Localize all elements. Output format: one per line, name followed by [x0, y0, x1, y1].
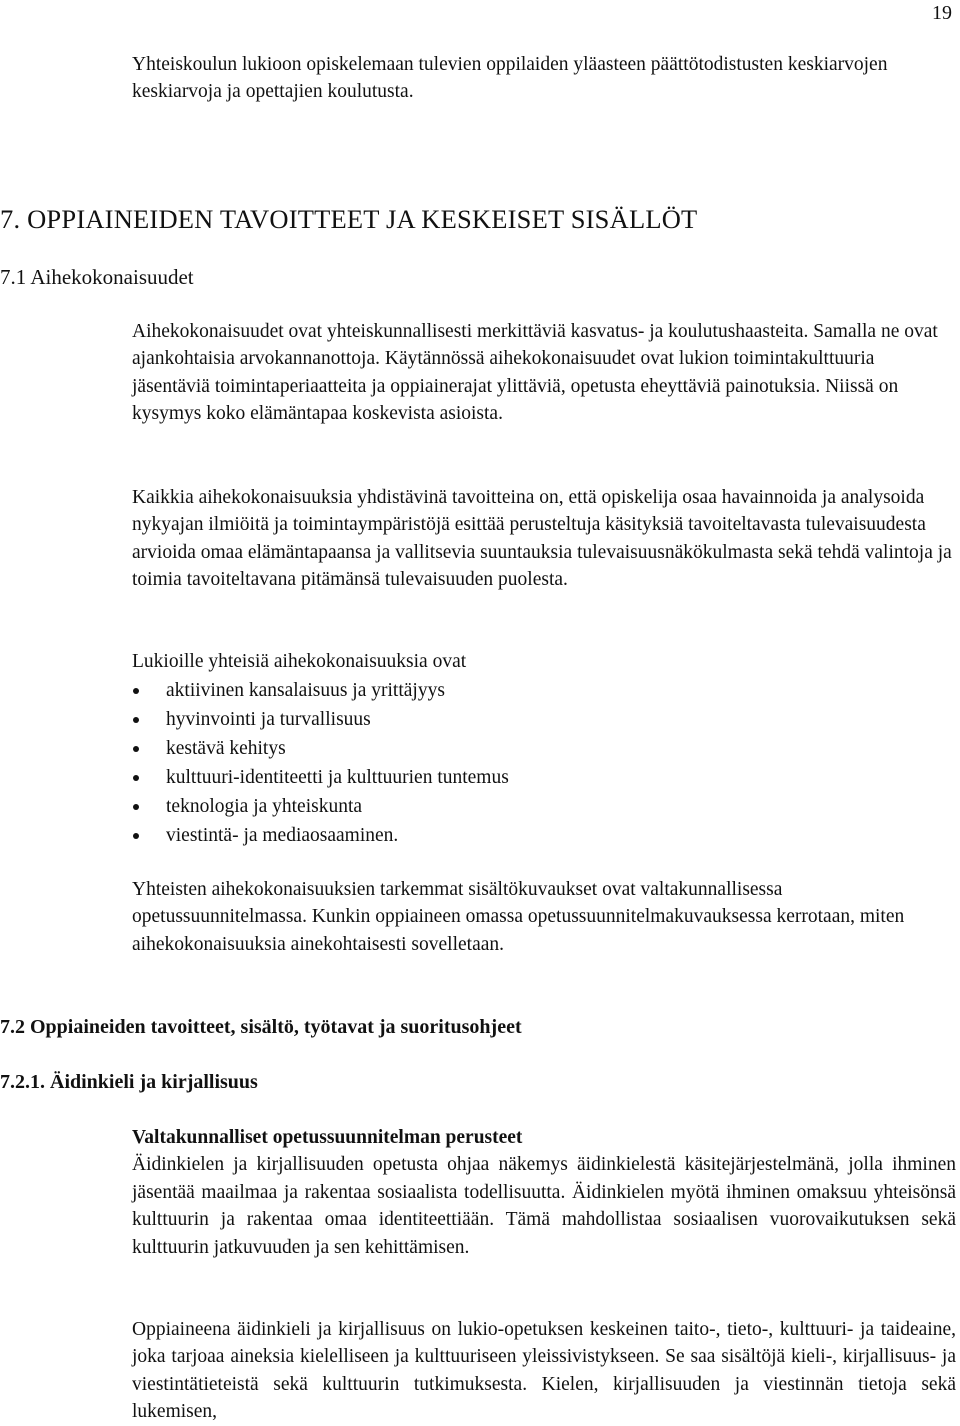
section-7-2-heading: 7.2 Oppiaineiden tavoitteet, sisältö, työtavat ja suoritusohjeet — [0, 1016, 522, 1038]
section-7-2-1-heading: 7.2.1. Äidinkieli ja kirjallisuus — [0, 1071, 258, 1093]
list-item: teknologia ja yhteiskunta — [132, 792, 956, 821]
aihekokonaisuudet-paragraph-3: Yhteisten aihekokonaisuuksien tarkemmat sisältökuvaukset ovat valtakunnallisessa opetussuunnitelmassa. Kunkin oppiaineen omassa opetussuunnitelmakuvauksessa kerrotaan, miten aihekokonaisuuksia ainekohtaisesti sovelletaan. — [132, 879, 905, 955]
list-item: aktiivinen kansalaisuus ja yrittäjyys — [132, 676, 956, 705]
list-item: kestävä kehitys — [132, 734, 956, 763]
list-item: hyvinvointi ja turvallisuus — [132, 705, 956, 734]
aihekokonaisuudet-paragraph-2: Kaikkia aihekokonaisuuksia yhdistävinä tavoitteina on, että opiskelija osaa havainnoida ja analysoida nykyajan ilmiöitä ja toimintaympäristöjä esittää perusteltuja käsityksiä tavoiteltavasta tulevaisuudesta arvioida omaa elämäntapaansa ja vallitsevia suuntauksia tulevaisuusnäkökulmasta sekä tehdä valintoja ja toimia tavoiteltavana pitämänsä tulevaisuuden puolesta. — [132, 487, 952, 591]
aihekokonaisuudet-paragraph-1: Aihekokonaisuudet ovat yhteiskunnallisesti merkittäviä kasvatus- ja koulutushaasteita. Samalla ne ovat ajankohtaisia arvokannanottoja. Käytännössä aihekokonaisuudet ovat lukion toimintakulttuuria jäsentäviä toimintaperiaatteita ja oppiainerajat ylittäviä, opetusta eheyttäviä painotuksia. Niissä on kysymys koko elämäntapaa koskevista asioista. — [132, 321, 938, 425]
aihekokonaisuudet-list-section — [132, 648, 956, 850]
page-number: 19 — [932, 2, 952, 24]
list-intro: Lukioille yhteisiä aihekokonaisuuksia ovat — [132, 651, 467, 672]
aihekokonaisuudet-list — [132, 676, 956, 850]
aidinkieli-paragraph-2: Oppiaineena äidinkieli ja kirjallisuus on lukio-opetuksen keskeinen taito-, tieto-, kulttuuri- ja taideaine, joka tarjoaa aineksia kielelliseen ja kulttuuriseen yleissivistykseen. Se saa sisältöjä kieli-, kirjallisuus- ja viestintätieteistä sekä kulttuurin tutkimuksesta. Kielen, kirjallisuuden ja viestinnän tietoja sekä lukemisen, — [132, 1319, 956, 1423]
list-item: viestintä- ja mediaosaaminen. — [132, 821, 956, 850]
intro-paragraph: Yhteiskoulun lukioon opiskelemaan tulevien oppilaiden yläasteen päättötodistusten keskiarvojen keskiarvoja ja opettajien koulutusta. — [132, 54, 888, 103]
section-7-heading: 7. OPPIAINEIDEN TAVOITTEET JA KESKEISET SISÄLLÖT — [0, 204, 698, 234]
list-item: kulttuuri-identiteetti ja kulttuurien tuntemus — [132, 763, 956, 792]
aidinkieli-section — [132, 1124, 956, 1261]
section-7-1-heading: 7.1 Aihekokonaisuudet — [0, 265, 194, 289]
subheading-valtakunnalliset: Valtakunnalliset opetussuunnitelman perusteet — [132, 1127, 523, 1148]
aidinkieli-paragraph-1: Äidinkielen ja kirjallisuuden opetusta ohjaa näkemys äidinkielestä käsitejärjestelmänä, jolla ihminen jäsentää maailmaa ja rakentaa sosiaalista todellisuutta. Äidinkielen myötä ihminen omaksuu yhteisönsä kulttuurin ja rakentaa omaa identiteettiään. Tämä mahdollistaa sosiaalisen vuorovaikutuksen sekä kulttuurin jatkuvuuden ja sen kehittämisen. — [132, 1154, 956, 1258]
